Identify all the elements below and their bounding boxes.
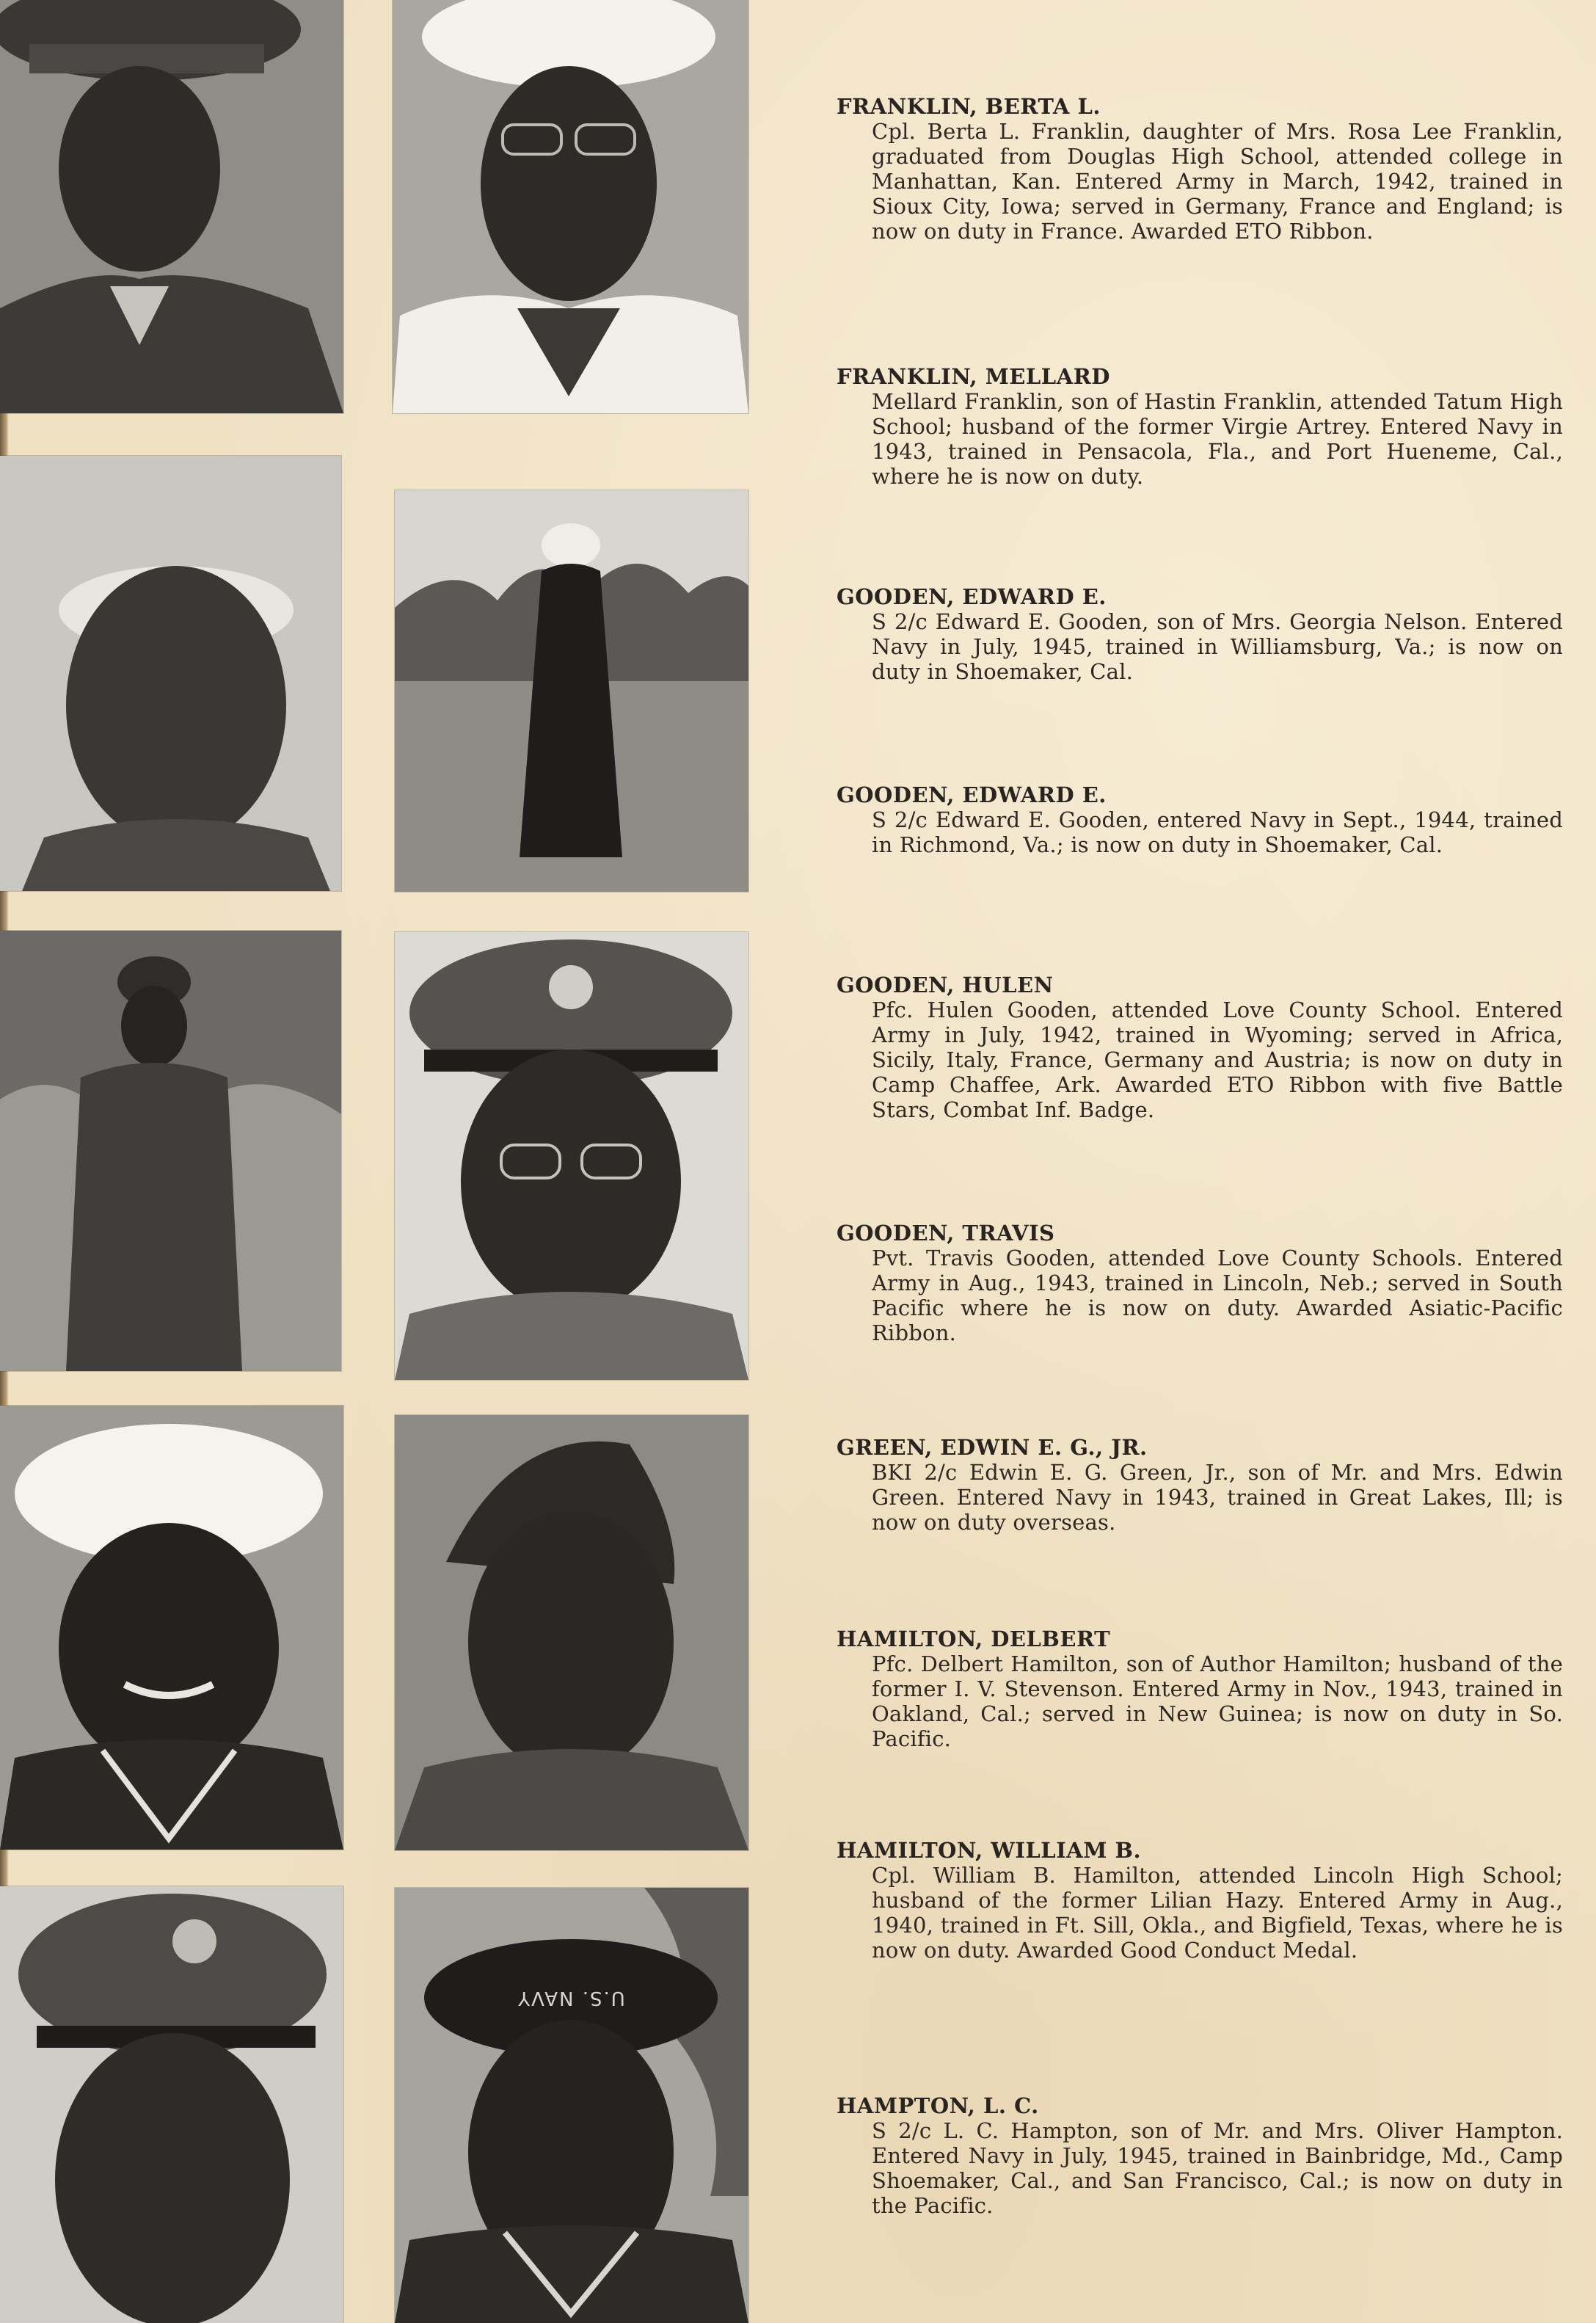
entry-bio: Pfc. Delbert Hamilton, son of Author Hamilton; husband of the former I. V. Stevenson. Entered Army in Nov., 1943, trained in Oakland, Cal.; served in New Guinea; is now on duty in So. Pacific.: [872, 1651, 1563, 1751]
entry-name: GOODEN, EDWARD E.: [837, 584, 1107, 609]
entry-bio: S 2/c Edward E. Gooden, son of Mrs. Georgia Nelson. Entered Navy in July, 1945, trained in Williamsburg, Va.; is now on duty in Shoemaker, Cal.: [872, 609, 1563, 684]
entry-franklin-berta: [837, 94, 1563, 244]
entry-bio: Pvt. Travis Gooden, attended Love County Schools. Entered Army in Aug., 1943, trained in Lincoln, Neb.; served in South Pacific where he is now on duty. Awarded Asiatic-Pacific Ribbon.: [872, 1246, 1563, 1345]
entry-bio: Mellard Franklin, son of Hastin Franklin, attended Tatum High School; husband of the former Virgie Artrey. Entered Navy in 1943, trained in Pensacola, Fla., and Port Hueneme, Cal., where he is now on duty.: [872, 389, 1563, 489]
entry-hamilton-william: [837, 1838, 1563, 1963]
entry-green-edwin: [837, 1435, 1563, 1535]
portrait-franklin-mellard: [393, 0, 748, 413]
entry-bio: Cpl. Berta L. Franklin, daughter of Mrs. Rosa Lee Franklin, graduated from Douglas High School, attended college in Manhattan, Kan. Entered Army in March, 1942, trained in Sioux City, Iowa; served in Germany, France and England; is now on duty in France. Awarded ETO Ribbon.: [872, 119, 1563, 244]
entry-name: GOODEN, TRAVIS: [837, 1221, 1055, 1246]
entry-bio: Pfc. Hulen Gooden, attended Love County School. Entered Army in July, 1942, trained in Wyoming; served in Africa, Sicily, Italy, France, Germany and Austria; is now on duty in Camp Chaffee, Ark. Awarded ETO Ribbon with five Battle Stars, Combat Inf. Badge.: [872, 997, 1563, 1122]
entry-name: GOODEN, HULEN: [837, 973, 1054, 997]
entry-name: HAMPTON, L. C.: [837, 2093, 1039, 2118]
portrait-green-edwin: [0, 1406, 343, 1850]
entry-name: HAMILTON, WILLIAM B.: [837, 1838, 1142, 1863]
entry-bio: S 2/c Edward E. Gooden, entered Navy in Sept., 1944, trained in Richmond, Va.; is now on duty in Shoemaker, Cal.: [872, 807, 1563, 857]
portrait-gooden-hulen: [0, 931, 341, 1371]
portrait-gooden-edward-2: [395, 490, 748, 892]
portrait-hampton-lc: [395, 1888, 748, 2323]
navy-cap-label: U.S. NAVY: [517, 1987, 625, 2009]
entry-bio: Cpl. William B. Hamilton, attended Lincoln High School; husband of the former Lilian Hazy. Entered Army in Aug., 1940, trained in Ft. Sill, Okla., and Bigfield, Texas, where he is now on duty. Awarded Good Conduct Medal.: [872, 1863, 1563, 1963]
portrait-franklin-berta: [0, 0, 343, 413]
entry-bio: BKI 2/c Edwin E. G. Green, Jr., son of Mr. and Mrs. Edwin Green. Entered Navy in 1943, trained in Great Lakes, Ill; is now on duty overseas.: [872, 1460, 1563, 1535]
entry-franklin-mellard: [837, 364, 1563, 489]
entry-gooden-edward-2: [837, 782, 1563, 857]
portrait-hamilton-delbert: [395, 1415, 748, 1850]
entry-name: GOODEN, EDWARD E.: [837, 782, 1107, 807]
entry-gooden-travis: [837, 1221, 1563, 1345]
entry-name: FRANKLIN, BERTA L.: [837, 94, 1101, 119]
entry-gooden-edward-1: [837, 584, 1563, 684]
entry-name: FRANKLIN, MELLARD: [837, 364, 1110, 389]
portrait-hamilton-william: [0, 1886, 343, 2323]
entry-gooden-hulen: [837, 973, 1563, 1122]
portrait-gooden-travis: [395, 932, 748, 1380]
entry-hampton-lc: [837, 2093, 1563, 2218]
entry-hamilton-delbert: [837, 1626, 1563, 1751]
entry-name: GREEN, EDWIN E. G., JR.: [837, 1435, 1148, 1460]
entry-bio: S 2/c L. C. Hampton, son of Mr. and Mrs. Oliver Hampton. Entered Navy in July, 1945, trained in Bainbridge, Md., Camp Shoemaker, Cal., and San Francisco, Cal.; is now on duty in the Pacific.: [872, 2118, 1563, 2218]
portrait-gooden-edward-1: [0, 456, 341, 891]
entry-name: HAMILTON, DELBERT: [837, 1626, 1111, 1651]
